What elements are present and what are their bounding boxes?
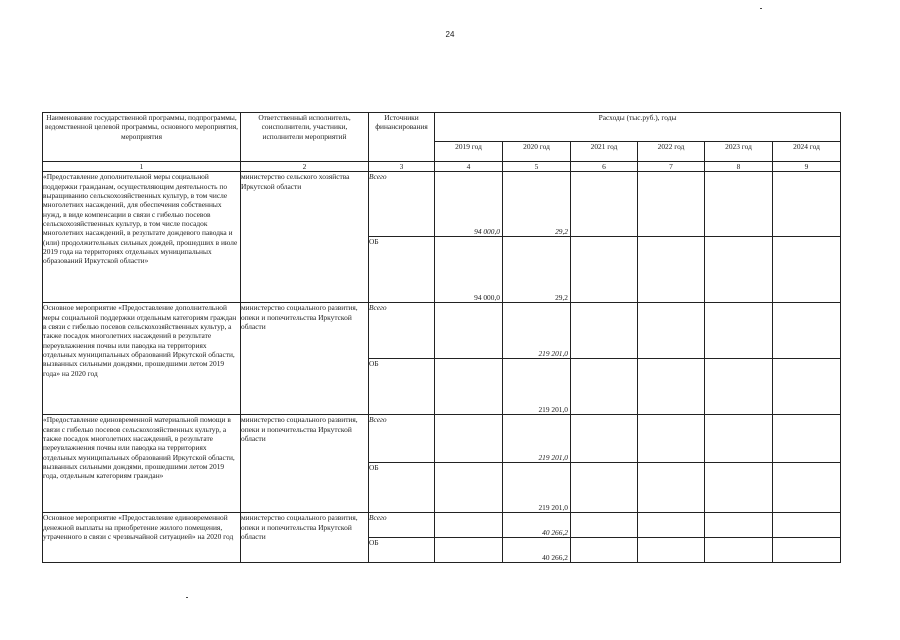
column-number: 3 (369, 162, 435, 172)
value-ob (705, 359, 773, 415)
header-year: 2021 год (571, 142, 638, 162)
value-total (773, 513, 841, 538)
value-total: 40 266,2 (503, 513, 571, 538)
value-ob (571, 237, 638, 303)
value-total: 94 000,0 (435, 172, 503, 237)
value-ob (435, 538, 503, 563)
value-total (705, 415, 773, 463)
source-ob: ОБ (369, 359, 435, 415)
measure-name: «Предоставление дополнительной меры социальной поддержки гражданам, осуществляющим деятельность по выращиванию сельскохозяйственных культур, в том числе многолетних насаждений, для обеспечения собственных нужд, в виде компенсации в связи с гибелью посевов сельскохозяйственных культур, в том числе посадок многолетних насаждений, в результате дождевого паводка и (или) продолжительных сильных дождей, прошедших в июле 2019 года на территориях отдельных муниципальных образований Иркутской области» (43, 172, 241, 303)
source-ob: ОБ (369, 237, 435, 303)
value-total (773, 415, 841, 463)
value-total: 29,2 (503, 172, 571, 237)
value-ob (571, 359, 638, 415)
measure-executor: министерство социального развития, опеки и попечительства Иркутской области (241, 513, 369, 563)
header-source: Источники финансирования (369, 113, 435, 162)
value-total (571, 415, 638, 463)
value-ob: 94 000,0 (435, 237, 503, 303)
source-total: Всего (369, 172, 435, 237)
value-total (435, 415, 503, 463)
value-total: 219 201,0 (503, 303, 571, 359)
scan-speck (186, 597, 188, 598)
value-ob (638, 237, 705, 303)
value-total (638, 415, 705, 463)
value-total (571, 303, 638, 359)
column-number: 8 (705, 162, 773, 172)
source-ob: ОБ (369, 463, 435, 513)
source-ob: ОБ (369, 538, 435, 563)
value-total (773, 303, 841, 359)
header-name: Наименование государственной программы, подпрограммы, ведомственной целевой программы, основного мероприятия, мероприятия (43, 113, 241, 162)
value-ob (705, 538, 773, 563)
value-total (705, 172, 773, 237)
value-ob (705, 237, 773, 303)
header-year: 2019 год (435, 142, 503, 162)
value-ob: 40 266,2 (503, 538, 571, 563)
header-expenses: Расходы (тыс.руб.), годы (435, 113, 841, 142)
value-total (705, 303, 773, 359)
value-ob (638, 538, 705, 563)
value-total (435, 513, 503, 538)
value-total (435, 303, 503, 359)
measure-name: Основное мероприятие «Предоставление единовременной денежной выплаты на приобретение жилого помещения, утраченного в связи с чрезвычайной ситуацией» на 2020 год (43, 513, 241, 563)
column-number: 2 (241, 162, 369, 172)
source-total: Всего (369, 415, 435, 463)
value-ob: 29,2 (503, 237, 571, 303)
header-year: 2022 год (638, 142, 705, 162)
scan-speck (760, 8, 762, 9)
column-number: 1 (43, 162, 241, 172)
measure-name: Основное мероприятие «Предоставление дополнительной меры социальной поддержки отдельным категориям граждан в связи с гибелью посевов сельскохозяйственных культур, а также посадок многолетних насаждений в результате переувлажнения почвы или паводка на территориях отдельных муниципальных образований Иркутской области, вызванных сильными дождями, прошедшими летом 2019 года» на 2020 год (43, 303, 241, 415)
value-total (638, 513, 705, 538)
column-number: 6 (571, 162, 638, 172)
value-ob (435, 359, 503, 415)
table-row (43, 303, 841, 359)
value-ob (435, 463, 503, 513)
source-total: Всего (369, 303, 435, 359)
value-total (638, 172, 705, 237)
column-number: 9 (773, 162, 841, 172)
measure-executor: министерство социального развития, опеки и попечительства Иркутской области (241, 415, 369, 513)
value-ob (571, 463, 638, 513)
measure-executor: министерство сельского хозяйства Иркутской области (241, 172, 369, 303)
value-total (571, 172, 638, 237)
value-total (773, 172, 841, 237)
value-total (705, 513, 773, 538)
expenses-table (42, 112, 841, 563)
header-year: 2023 год (705, 142, 773, 162)
value-total (571, 513, 638, 538)
table-row (43, 513, 841, 538)
column-number: 4 (435, 162, 503, 172)
column-number: 5 (503, 162, 571, 172)
header-year: 2020 год (503, 142, 571, 162)
table-row (43, 415, 841, 463)
value-ob (638, 463, 705, 513)
value-ob: 219 201,0 (503, 359, 571, 415)
value-ob (773, 463, 841, 513)
value-ob (773, 237, 841, 303)
column-number: 7 (638, 162, 705, 172)
value-ob (773, 359, 841, 415)
value-total (638, 303, 705, 359)
value-ob (571, 538, 638, 563)
source-total: Всего (369, 513, 435, 538)
value-ob: 219 201,0 (503, 463, 571, 513)
measure-name: «Предоставление единовременной материальной помощи в связи с гибелью посевов сельскохозяйственных культур, а также посадок многолетних насаждений, в результате переувлажнения почвы или паводка на территориях отдельных муниципальных образований Иркутской области, вызванных сильными дождями, прошедшими летом 2019 года, отдельным категориям граждан» (43, 415, 241, 513)
table-row (43, 172, 841, 237)
header-year: 2024 год (773, 142, 841, 162)
value-ob (705, 463, 773, 513)
value-ob (638, 359, 705, 415)
measure-executor: министерство социального развития, опеки и попечительства Иркутской области (241, 303, 369, 415)
value-total: 219 201,0 (503, 415, 571, 463)
header-executor: Ответственный исполнитель, соисполнители, участники, исполнители мероприятий (241, 113, 369, 162)
page-number: 24 (445, 30, 455, 39)
value-ob (773, 538, 841, 563)
